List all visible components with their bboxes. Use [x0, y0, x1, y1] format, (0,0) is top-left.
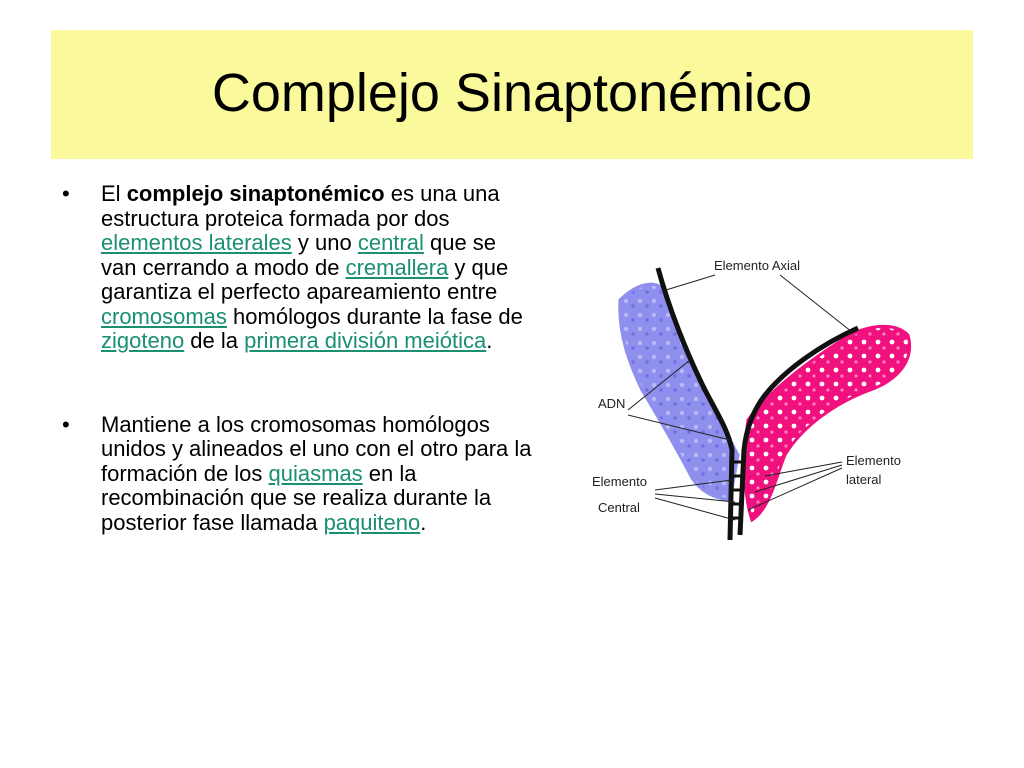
bullet-list [62, 182, 532, 535]
text-run: homólogos durante la fase de [226, 303, 523, 329]
right-chromatin [745, 326, 910, 520]
text-run: El [101, 181, 127, 206]
label-elemento-lateral-1: Elemento [846, 453, 901, 468]
text-run: Mantiene a los cromosomas homólogos unidos y alineados el uno con el otro para la formación de los [101, 411, 532, 486]
text-run: y que garantiza el perfecto apareamiento entre [101, 254, 509, 304]
text-run: . [486, 328, 493, 353]
synaptonemal-complex-diagram [580, 240, 930, 550]
bullet-text-2 [101, 413, 532, 536]
link-quiasmas[interactable]: quiasmas [268, 460, 363, 486]
bullet-item-1 [62, 182, 532, 354]
label-adn: ADN [598, 396, 626, 411]
label-elemento-lateral-2: lateral [846, 472, 882, 487]
link-cremallera[interactable]: cremallera [345, 254, 449, 280]
link-cromosomas[interactable]: cromosomas [101, 303, 227, 329]
link-paquiteno[interactable]: paquiteno [323, 509, 421, 535]
text-run: de la [184, 328, 245, 353]
text-run: que se van cerrando a modo de [101, 230, 497, 280]
link-elementos-laterales[interactable]: elementos laterales [101, 230, 292, 255]
bold-term: complejo sinaptonémico [126, 181, 385, 206]
left-chromatin [620, 284, 738, 500]
link-central[interactable]: central [357, 230, 424, 255]
text-run: y uno [291, 230, 358, 255]
slide-title: Complejo Sinaptonémico [211, 63, 813, 123]
bullet-dot: • [62, 181, 70, 206]
bullet-text-1 [101, 182, 532, 354]
bullet-item-2 [62, 413, 532, 536]
text-run: es una una estructura proteica formada por dos [101, 181, 500, 231]
bullet-dot: • [62, 411, 70, 437]
label-elemento-axial: Elemento Axial [714, 258, 800, 273]
text-run: en la recombinación que se realiza durante la posterior fase llamada [101, 460, 492, 535]
title-banner [51, 30, 973, 159]
link-primera-division-meiotica[interactable]: primera división meiótica [244, 328, 487, 353]
label-elemento-central-2: Central [598, 500, 640, 515]
text-run: . [420, 509, 427, 535]
link-zigoteno[interactable]: zigoteno [101, 328, 185, 353]
label-elemento-central-1: Elemento [592, 474, 647, 489]
